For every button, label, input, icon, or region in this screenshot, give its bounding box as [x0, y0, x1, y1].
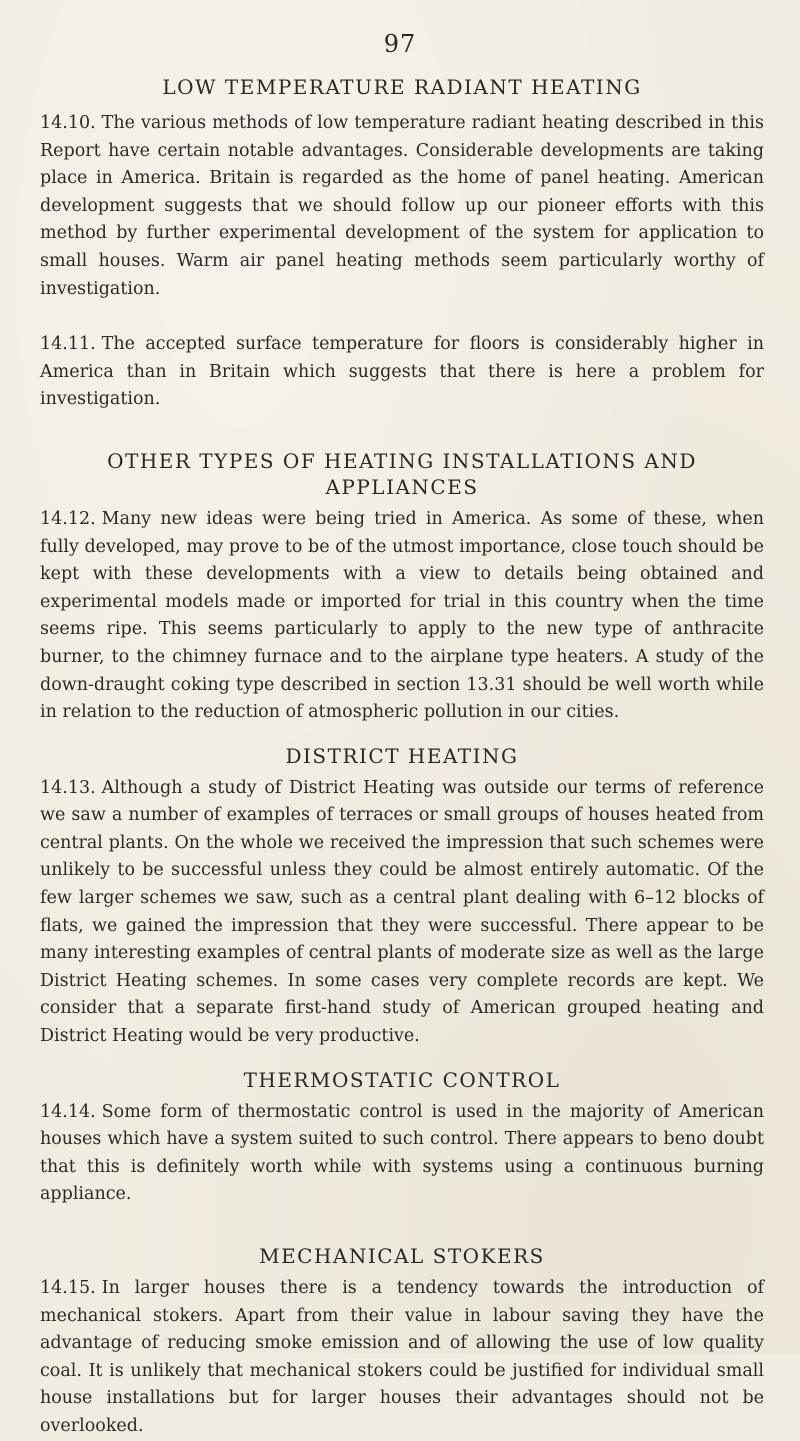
paragraph-number: 14.15.: [40, 1278, 96, 1298]
paragraph-text: In larger houses there is a tendency towards the introduction of mechanical stokers. Apart from their value in labour saving they have the advantage of reducing smoke emission and of allowing the use of low quality coal. It is unlikely that mechanical stokers could be justified for individual small house installations but for larger houses their advantages should not be overlooked.: [40, 1278, 764, 1436]
paragraph-number: 14.11.: [40, 334, 96, 355]
paragraph-number: 14.13.: [40, 777, 96, 798]
page-number: 97: [383, 30, 417, 58]
paragraph-number: 14.10.: [40, 113, 96, 133]
paragraph-14-12: [40, 506, 764, 727]
paragraph-14-15: [40, 1275, 764, 1441]
paragraph-number: 14.14.: [40, 1101, 96, 1122]
paragraph-text: The accepted surface temperature for floors is considerably higher in America than in Britain which suggests that there is here a problem for investigation.: [40, 334, 764, 410]
paragraph-text: Some form of thermostatic control is used in the majority of American houses which have a system suited to such control. There appears to beno doubt that this is definitely worth while with systems using a continuous burning appliance.: [40, 1101, 764, 1205]
section-heading-low-temperature-radiant-heating: LOW TEMPERATURE RADIANT HEATING: [162, 75, 642, 99]
section-heading-district-heating: DISTRICT HEATING: [285, 743, 519, 768]
section-heading-other-types-of-heating: OTHER TYPES OF HEATING INSTALLATIONS AND APPLIANCES: [107, 448, 697, 499]
paragraph-14-13: [40, 775, 764, 1051]
paragraph-text: Although a study of District Heating was outside our terms of reference we saw a number of examples of terraces or small groups of houses heated from central plants. On the whole we received the impression that such schemes were unlikely to be successful unless they could be almost entirely automatic. Of the few larger schemes we saw, such as a central plant dealing with 6–12 blocks of flats, we gained the impression that they were successful. There appear to be many interesting examples of central plants of moderate size as well as the large District Heating schemes. In some cases very complete records are kept. We consider that a separate first-hand study of American grouped heating and District Heating would be very productive.: [40, 777, 764, 1047]
paragraph-14-14: [40, 1099, 764, 1209]
paragraph-14-10: [40, 110, 764, 303]
paragraph-text: The various methods of low temperature radiant heating described in this Report have certain notable advantages. Considerable developments are taking place in America. Britain is regarded as the home of panel heating. American development suggests that we should follow up our pioneer efforts with this method by further experimental development of the system for application to small houses. Warm air panel heating methods seem particularly worthy of investigation.: [40, 113, 764, 299]
section-heading-thermostatic-control: THERMOSTATIC CONTROL: [243, 1067, 561, 1092]
section-heading-mechanical-stokers: MECHANICAL STOKERS: [259, 1244, 545, 1268]
paragraph-number: 14.12.: [40, 508, 96, 529]
paragraph-14-11: [40, 331, 764, 414]
paragraph-text: Many new ideas were being tried in America. As some of these, when fully developed, may prove to be of the utmost importance, close touch should be kept with these developments with a view to details being obtained and experimental models made or imported for trial in this country when the time seems ripe. This seems particularly to apply to the new type of anthracite burner, to the chimney furnace and to the airplane type heaters. A study of the down-draught coking type described in section 13.31 should be well worth while in relation to the reduction of atmospheric pollution in our cities.: [40, 508, 764, 723]
